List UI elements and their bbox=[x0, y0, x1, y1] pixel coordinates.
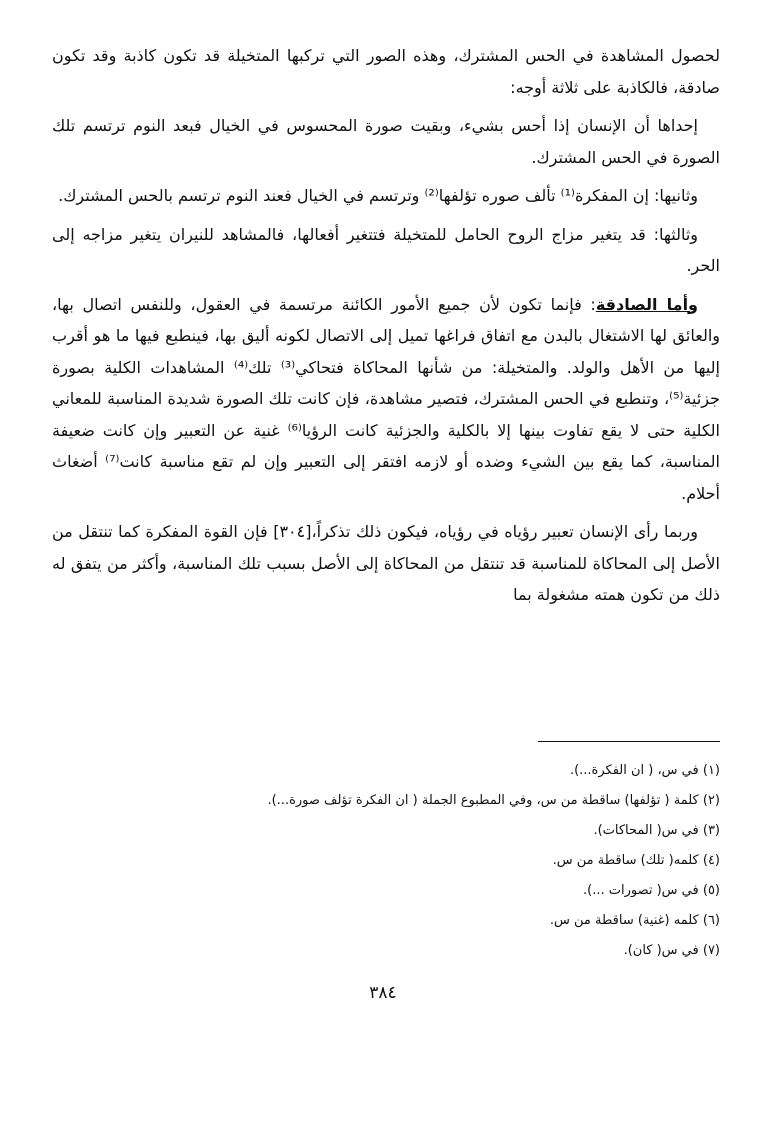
page-number: ٣٨٤ bbox=[369, 983, 397, 1003]
footnote-7: (٧) في س( كان). bbox=[623, 943, 720, 958]
footnote-1: (١) في س، ( ان الفكرة...). bbox=[569, 763, 720, 778]
main-text bbox=[52, 40, 720, 618]
footnote-separator bbox=[538, 741, 720, 742]
paragraph-dream-interpretation: وربما رأى الإنسان تعبير رؤياه في رؤياه، فيكون ذلك تذكراً،[٣٠٤] فإن القوة المفكرة كما تنتقل من الأصل إلى المحاكاة للمناسبة قد تنتقل من المحاكاة إلى الأصل بسبب تلك المناسبة، وأكثر من يتفق له ذلك من تكون همته مشغولة بما bbox=[52, 522, 720, 604]
truthful-text: : فإنما تكون لأن جميع الأمور الكائنة مرتسمة في العقول، وللنفس اتصال بها، والعائق لها الاشتغال بالبدن مع اتفاق فراغها تميل إلى الاتصال لكونه أليق بها، فينطبع فيها ما هو أقرب إليها من الأهل والولد. والمتخيلة: من شأنها المحاكاة فتحاكي⁽³⁾ تلك⁽⁴⁾ المشاهدات الكلية بصورة جزئية⁽⁵⁾، وتنطبع في الحس المشترك، فتصير مشاهدة، فإن كانت تلك الصورة شديدة المناسبة للمعاني الكلية حتى لا يقع تفاوت بينها إلا بالكلية والجزئية كانت الرؤيا⁽⁶⁾ غنية عن التعبير وإن كانت ضعيفة المناسبة، كما يقع بين الشيء وضده أو لازمه افتقر إلى التعبير وإن لم تقع مناسبة كانت⁽⁷⁾ أضغاث أحلام. bbox=[52, 294, 721, 503]
paragraph-second-aspect: وثانيها: إن المفكرة⁽¹⁾ تألف صوره تؤلفها⁽²⁾ وترتسم في الخيال فعند النوم ترتسم بالحس المشترك. bbox=[58, 186, 698, 205]
footnote-2: (٢) كلمة ( تؤلفها) ساقطة من س، وفي المطبوع الجملة ( ان الفكرة تؤلف صورة...). bbox=[267, 793, 720, 808]
paragraph-intro: لحصول المشاهدة في الحس المشترك، وهذه الصور التي تركبها المتخيلة قد تكون كاذبة وقد تكون صادقة، فالكاذبة على ثلاثة أوجه: bbox=[52, 46, 720, 97]
footnotes bbox=[52, 756, 720, 966]
paragraph-third-aspect: وثالثها: قد يتغير مزاج الروح الحامل للمتخيلة فتتغير أفعالها، فالمشاهد للنيران يتغير مزاجه إلى الحر. bbox=[52, 224, 720, 275]
footnote-5: (٥) في س( تصورات ...). bbox=[583, 883, 720, 898]
footnote-4: (٤) كلمه( تلك) ساقطة من س. bbox=[552, 853, 720, 868]
footnote-3: (٣) في س( المحاكات). bbox=[593, 823, 720, 838]
footnote-6: (٦) كلمه (غنية) ساقطة من س. bbox=[549, 913, 720, 928]
paragraph-truthful-dreams bbox=[52, 289, 720, 510]
paragraph-first-aspect: إحداها أن الإنسان إذا أحس بشيء، وبقيت صورة المحسوس في الخيال فبعد النوم ترتسم تلك الصورة في الحس المشترك. bbox=[52, 116, 720, 167]
truthful-heading: وأما الصادقة bbox=[595, 294, 698, 314]
